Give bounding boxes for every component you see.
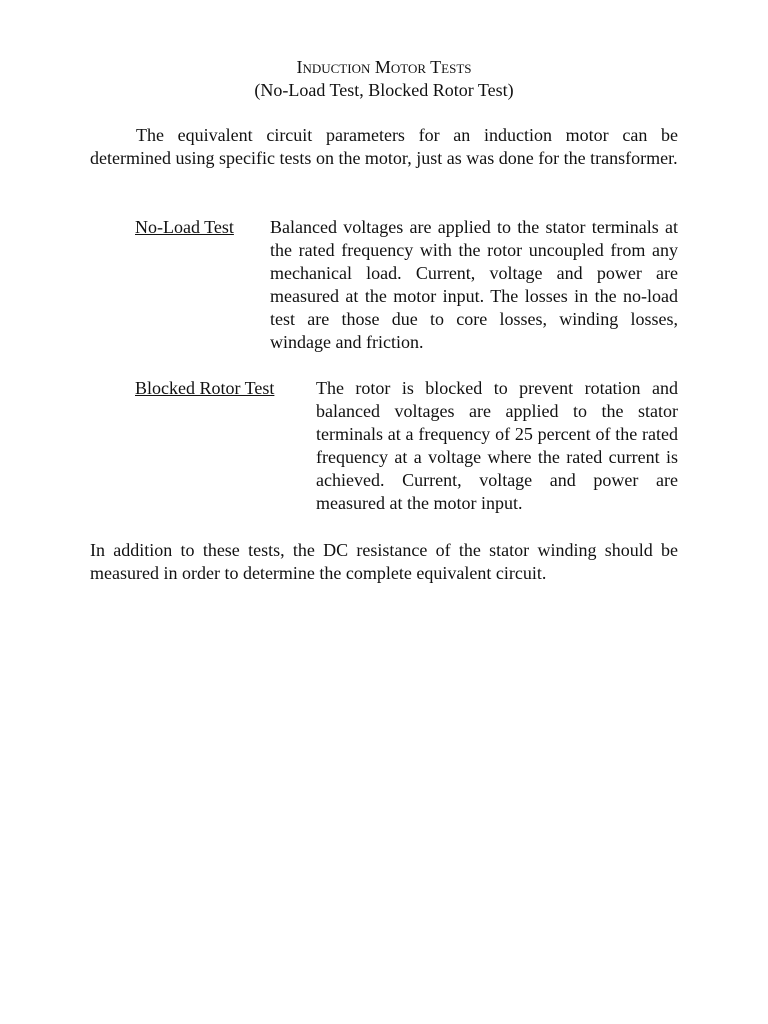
no-load-test-definition: Balanced voltages are applied to the stator terminals at the rated frequency with the rotor uncoupled from any mechanical load. Current, voltage and power are measured at the motor input. The losses in the no-load test are those due to core losses, winding losses, windage and friction.	[270, 217, 678, 352]
document-subtitle: (No-Load Test, Blocked Rotor Test)	[254, 80, 514, 100]
blocked-rotor-test-definition: The rotor is blocked to prevent rotation and balanced voltages are applied to the stator terminals at a frequency of 25 percent of the rated frequency at a voltage where the rated current is achieved. Current, voltage and power are measured at the motor input.	[316, 378, 678, 513]
intro-paragraph: The equivalent circuit parameters for an induction motor can be determined using specific tests on the motor, just as was done for the transformer.	[90, 125, 678, 168]
document-title: Induction Motor Tests	[296, 57, 472, 77]
closing-paragraph: In addition to these tests, the DC resistance of the stator winding should be measured in order to determine the complete equivalent circuit.	[90, 540, 678, 583]
no-load-test-term: No-Load Test	[135, 217, 234, 237]
blocked-rotor-test-term: Blocked Rotor Test	[135, 378, 275, 398]
